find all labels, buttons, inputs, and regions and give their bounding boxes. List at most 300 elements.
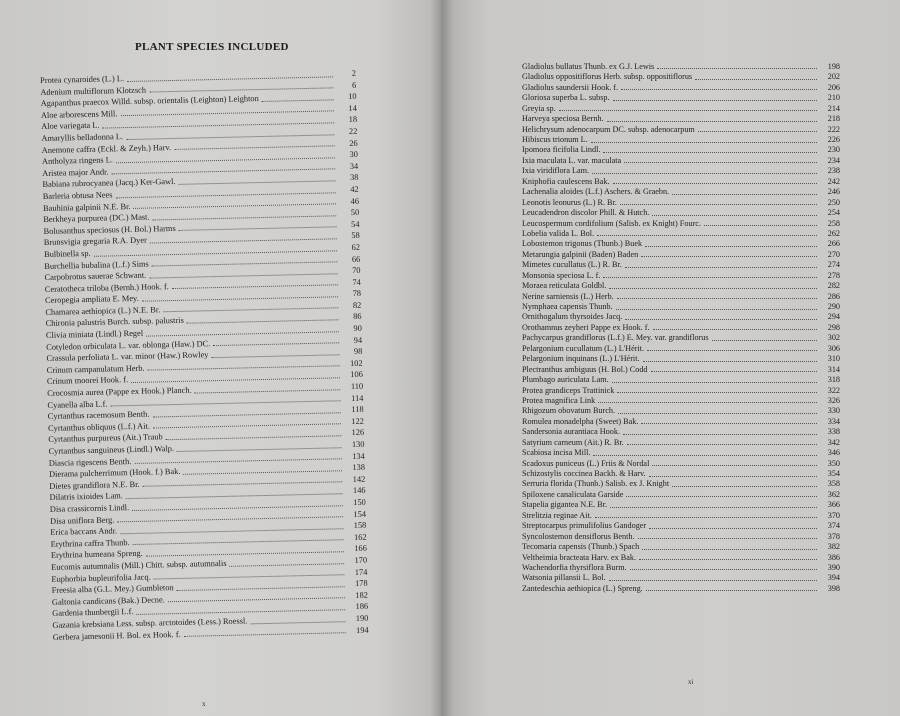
species-name: Sandersonia aurantiaca Hook. (522, 427, 620, 437)
species-name: Bauhinia galpinii N.E. Br. (42, 201, 131, 213)
species-entry (522, 302, 840, 312)
species-name: Cyrtanthus sanguineus (Lindl.) Walp. (48, 444, 175, 456)
species-name: Adenium multiflorum Klotzsch (40, 85, 147, 97)
species-name: Leucospermum cordifolium (Salisb. ex Knight) Fourc. (522, 218, 701, 228)
species-list-right (522, 62, 840, 594)
species-name: Plumbago auriculata Lam. (522, 375, 609, 385)
species-entry (522, 386, 840, 396)
dot-leader (230, 563, 345, 567)
species-name: Pachycarpus grandiflorus (L.f.) E. Mey. var. grandiflorus (522, 333, 709, 343)
species-name: Eucomis autumnalis (Mill.) Chitt. subsp. autumnalis (51, 558, 227, 572)
dot-leader (591, 142, 817, 143)
species-entry (522, 62, 840, 72)
species-name: Kniphofia caulescens Bak. (522, 176, 610, 186)
species-name: Zantedeschia aethiopica (L.) Spreng. (522, 583, 643, 593)
page-number: 202 (827, 72, 840, 82)
dot-leader (653, 329, 817, 330)
species-entry (522, 427, 840, 437)
page-number: 62 (351, 242, 361, 252)
page-number: 354 (827, 469, 840, 479)
page-number: 102 (349, 358, 363, 368)
species-name: Schizostylis coccinea Backh. & Harv. (522, 469, 646, 479)
species-name: Erica baccans Andr. (50, 526, 118, 538)
species-entry (522, 563, 840, 573)
page-number: 154 (353, 509, 367, 519)
page-number: 234 (827, 155, 840, 165)
page-number: 38 (349, 173, 359, 183)
species-entry (522, 260, 840, 270)
page-number: 138 (352, 462, 366, 473)
dot-leader (609, 288, 817, 289)
species-name: Dietes grandiflora N.E. Br. (49, 479, 140, 491)
page-number: 98 (353, 347, 363, 357)
dot-leader (617, 298, 817, 299)
page-number: 282 (827, 281, 840, 291)
page-number: 130 (351, 439, 365, 450)
page-number: 2 (351, 68, 357, 78)
page-number: 374 (827, 521, 840, 531)
page-number: 58 (351, 231, 360, 241)
dot-leader (698, 131, 817, 132)
page-number: 218 (827, 114, 840, 124)
species-name: Ipomoea ficifolia Lindl. (522, 145, 601, 155)
page-number: 50 (350, 207, 360, 218)
species-name: Agapanthus praecox Willd. subsp. orientalis (Leighton) Leighton (40, 94, 259, 109)
species-entry (522, 146, 840, 156)
species-name: Euphorbia bupleurifolia Jacq. (51, 572, 151, 584)
page-number-right: xi (688, 678, 694, 686)
species-name: Helichrysum adenocarpum DC. subsp. adenocarpum (522, 124, 695, 134)
species-entry (522, 135, 840, 145)
page-number: 110 (350, 381, 364, 392)
species-name: Erythrina humeana Spreng. (50, 549, 143, 561)
page-number: 14 (348, 103, 357, 113)
species-name: Romulea monadelpha (Sweet) Bak. (522, 416, 639, 426)
species-entry (522, 156, 840, 166)
page-number: 94 (353, 335, 363, 345)
species-name: Aristea major Andr. (42, 167, 109, 178)
species-entry (522, 208, 840, 218)
species-entry (522, 187, 840, 197)
species-name: Leucadendron discolor Phill. & Hutch. (522, 208, 650, 218)
dot-leader (638, 538, 817, 539)
species-entry (522, 354, 840, 364)
species-entry (522, 459, 840, 469)
page-number: 86 (353, 312, 362, 322)
species-name: Aloe arborescens Mill. (40, 109, 118, 120)
species-name: Cyrtanthus purpureus (Ait.) Traub (48, 432, 163, 445)
species-entry (522, 500, 840, 510)
dot-leader (627, 444, 817, 445)
species-entry (522, 344, 840, 354)
dot-leader (625, 319, 817, 320)
species-name: Protea cynaroides (L.) L. (40, 74, 125, 85)
dot-leader (607, 121, 817, 122)
species-name: Ixia maculata L. var. maculata (522, 155, 622, 165)
species-entry (522, 229, 840, 239)
species-name: Watsonia pillansii L. Bol. (522, 573, 606, 583)
species-name: Lobelia valida L. Bol. (522, 228, 595, 238)
species-entry (522, 417, 840, 427)
page-number: 178 (354, 578, 368, 589)
species-entry (522, 333, 840, 343)
species-name: Burchellia bubalina (L.f.) Sims (44, 259, 149, 271)
page-number: 246 (827, 187, 840, 197)
species-name: Rhigozum obovatum Burch. (522, 406, 616, 416)
species-name: Galtonia candicans (Bak.) Decne. (51, 595, 165, 607)
species-name: Orothamnus zeyheri Pappe ex Hook. f. (522, 322, 650, 332)
page-number: 166 (354, 544, 367, 554)
species-name: Dilatris ixioides Lam. (49, 491, 123, 503)
page-number: 30 (349, 149, 358, 160)
dot-leader (610, 507, 817, 508)
page-number: 290 (827, 302, 840, 312)
page-number: 222 (827, 124, 840, 134)
dot-leader (612, 382, 817, 383)
species-name: Tecomaria capensis (Thunb.) Spach (522, 542, 640, 552)
page-number: 190 (355, 613, 369, 623)
species-entry (522, 93, 840, 103)
page-number: 262 (827, 228, 840, 238)
species-entry (522, 104, 840, 114)
dot-leader (626, 496, 817, 497)
dot-leader (672, 194, 817, 195)
page-number: 338 (827, 427, 840, 437)
dot-leader (642, 549, 817, 550)
species-name: Crocosmia aurea (Pappe ex Hook.) Planch. (47, 385, 192, 398)
species-entry (522, 219, 840, 229)
species-name: Dierama pulcherrimum (Hook. f.) Bak. (48, 467, 181, 480)
species-name: Gladiolus oppositiflorus Herb. subsp. oppositiflorus (522, 72, 693, 82)
species-name: Veltheimia bracteata Harv. ex Bak. (522, 552, 637, 562)
species-entry (522, 281, 840, 291)
species-name: Pelargonium inquinans (L.) L'Hérit. (522, 354, 640, 364)
page-number: 18 (348, 115, 358, 125)
species-name: Freesia alba (G.L. Mey.) Gumbleton (51, 583, 174, 595)
species-name: Gazania krebsiana Less. subsp. arctotoides (Less.) Roessl. (52, 616, 248, 630)
dot-leader (262, 99, 334, 102)
page-number: 162 (353, 532, 367, 542)
dot-leader (593, 455, 817, 456)
dot-leader (651, 371, 817, 372)
species-name: Disa uniflora Berg. (50, 514, 115, 526)
page-number: 210 (827, 93, 840, 103)
page-number: 238 (827, 166, 840, 176)
species-entry (522, 250, 840, 260)
species-name: Brunsvigia gregaria R.A. Dyer (43, 235, 147, 248)
dot-leader (630, 569, 817, 570)
species-name: Carpobrotus sauerae Schwant. (44, 270, 147, 283)
dot-leader (643, 361, 817, 362)
dot-leader (647, 350, 817, 351)
species-name: Serruria florida (Thunb.) Salisb. ex J. Knight (522, 479, 670, 489)
dot-leader (657, 68, 817, 69)
page-number: 78 (352, 289, 362, 299)
species-name: Ceropegia ampliata E. Mey. (45, 294, 139, 306)
page-number: 66 (351, 254, 361, 264)
dot-leader (603, 152, 817, 153)
dot-leader (624, 162, 817, 163)
dot-leader (649, 476, 817, 477)
page-number: 150 (353, 497, 366, 507)
page-number: 314 (827, 364, 840, 374)
species-name: Berkheya purpurea (DC.) Mast. (43, 212, 150, 225)
page-number: 214 (827, 103, 840, 113)
dot-leader (618, 413, 817, 414)
species-entry (522, 511, 840, 521)
page-number: 386 (827, 552, 840, 562)
species-entry (522, 177, 840, 187)
page-number: 250 (827, 197, 840, 207)
dot-leader (616, 309, 817, 310)
species-entry (522, 125, 840, 135)
page-number: 294 (827, 312, 840, 322)
species-entry (522, 553, 840, 563)
page-number: 118 (351, 404, 364, 415)
species-entry (522, 323, 840, 333)
page-number: 6 (352, 80, 357, 90)
species-entry (522, 532, 840, 542)
page-number: 366 (827, 500, 840, 510)
page-number: 266 (827, 239, 840, 249)
species-name: Protea magnifica Link (522, 395, 596, 405)
page-number: 350 (827, 458, 840, 468)
page-number: 306 (827, 343, 840, 353)
dot-leader (184, 632, 346, 637)
page-number: 70 (352, 265, 361, 276)
page-number: 254 (827, 208, 840, 218)
page-number: 362 (827, 489, 840, 499)
species-name: Chironia palustris Burch. subsp. palustris (45, 316, 184, 329)
dot-leader (620, 204, 817, 205)
dot-leader (609, 580, 817, 581)
species-name: Chamarea aethiopica (L.) N.E. Br. (45, 305, 161, 317)
dot-leader (695, 79, 817, 80)
species-name: Erythrina caffra Thunb. (50, 537, 130, 549)
species-name: Strelitzia reginae Ait. (522, 510, 592, 520)
dot-leader (613, 100, 817, 101)
species-entry (522, 198, 840, 208)
species-list-left (40, 68, 369, 643)
species-name: Ceratotheca triloba (Bernh.) Hook. f. (44, 281, 169, 294)
page-heading: PLANT SPECIES INCLUDED (135, 41, 289, 53)
species-entry (522, 542, 840, 552)
species-entry (522, 480, 840, 490)
species-name: Gladiolus saundersii Hook. f. (522, 82, 619, 92)
species-name: Cyrtanthus obliquus (L.f.) Ait. (47, 421, 150, 433)
dot-leader (712, 340, 817, 341)
species-name: Bulbinella sp. (43, 248, 91, 259)
page-number: 394 (827, 573, 840, 583)
page-number: 326 (827, 395, 840, 405)
species-entry (522, 114, 840, 124)
dot-leader (598, 402, 817, 403)
species-name: Harveya speciosa Bernh. (522, 114, 604, 124)
page-number: 42 (350, 184, 359, 194)
species-name: Nerine sarniensis (L.) Herb. (522, 291, 614, 301)
species-entry (522, 166, 840, 176)
page-number: 258 (827, 218, 840, 228)
dot-leader (704, 225, 817, 226)
left-page (0, 0, 441, 716)
page-number: 158 (353, 520, 367, 531)
page-number: 318 (827, 375, 840, 385)
page-number: 378 (827, 531, 840, 541)
dot-leader (646, 590, 817, 591)
species-name: Nymphaea capensis Thunb. (522, 302, 613, 312)
species-name: Metarungia galpinii (Baden) Baden (522, 249, 639, 259)
species-name: Clivia miniata (Lindl.) Regel (45, 328, 144, 340)
species-name: Streptocarpus primulifolius Gandoger (522, 521, 647, 531)
page-number: 302 (827, 333, 840, 343)
species-name: Crinum campanulatum Herb. (46, 363, 145, 375)
page-number: 198 (827, 61, 840, 71)
species-name: Lachenalia aloides (L.f.) Aschers. & Graebn. (522, 187, 670, 197)
dot-leader (621, 89, 817, 90)
dot-leader (211, 354, 339, 358)
species-name: Greyia sp. (522, 103, 556, 113)
species-entry (522, 448, 840, 458)
page-number: 34 (349, 161, 359, 171)
species-name: Cyanella alba L.f. (47, 399, 108, 410)
page-number: 310 (827, 354, 840, 364)
species-name: Lobostemon trigonus (Thunb.) Buek (522, 239, 643, 249)
page-number: 274 (827, 260, 840, 270)
species-name: Disa crassicornis Lindl. (49, 503, 130, 514)
page-number: 334 (827, 416, 840, 426)
species-name: Scadoxus puniceus (L.) Friis & Nordal (522, 458, 650, 468)
dot-leader (559, 110, 817, 111)
page-number: 114 (351, 393, 364, 403)
species-entry (522, 396, 840, 406)
species-name: Wachendorfia thyrsiflora Burm. (522, 562, 627, 572)
species-name: Syncolostemon densiflorus Benth. (522, 531, 635, 541)
species-name: Moraea reticulata Goldbl. (522, 281, 607, 291)
page-number: 170 (354, 555, 368, 565)
page-number: 26 (349, 138, 358, 148)
dot-leader (595, 517, 817, 518)
species-entry (522, 72, 840, 82)
species-entry (522, 469, 840, 479)
species-name: Crinum moorei Hook. f. (46, 375, 129, 387)
page-number: 174 (354, 567, 368, 577)
dot-leader (645, 246, 817, 247)
species-name: Stapelia gigantea N.E. Br. (522, 500, 608, 510)
page-number: 330 (827, 406, 840, 416)
dot-leader (672, 486, 817, 487)
dot-leader (250, 621, 345, 624)
page-number: 90 (353, 323, 362, 334)
page-number: 230 (827, 145, 840, 155)
species-name: Gerbera jamesonii H. Bol. ex Hook. f. (52, 629, 181, 642)
page-number-left: x (202, 700, 206, 708)
page-number: 106 (350, 370, 363, 380)
dot-leader (617, 392, 817, 393)
species-name: Babiana rubrocyanea (Jacq.) Ker-Gawl. (42, 177, 176, 190)
species-entry (522, 584, 840, 594)
species-name: Barleria obtusa Nees (42, 190, 113, 201)
page-number: 22 (348, 126, 358, 136)
species-entry (522, 239, 840, 249)
dot-leader (603, 277, 817, 278)
species-name: Gardenia thunbergii L.f. (52, 607, 134, 619)
species-name: Anemone caffra (Eckl. & Zeyh.) Harv. (41, 142, 172, 155)
species-name: Pelargonium cucullatum (L.) L'Hérit. (522, 343, 645, 353)
species-name: Spiloxene canaliculata Garside (522, 489, 624, 499)
page-number: 298 (827, 322, 840, 332)
dot-leader (652, 465, 817, 466)
page-number: 286 (827, 291, 840, 301)
species-name: Hibiscus trionum L. (522, 135, 588, 145)
species-name: Gloriosa superba L. subsp. (522, 93, 610, 103)
species-entry (522, 521, 840, 531)
species-name: Aloe variegata L. (41, 121, 100, 132)
species-name: Cotyledon orbiculata L. var. oblonga (Haw.) DC. (46, 338, 211, 352)
page-number: 342 (827, 437, 840, 447)
species-name: Gladiolus bullatus Thunb. ex G.J. Lewis (522, 61, 655, 71)
species-entry (522, 83, 840, 93)
page-number: 322 (827, 385, 840, 395)
page-number: 10 (348, 92, 357, 102)
dot-leader (641, 423, 817, 424)
species-name: Monsonia speciosa L. f. (522, 270, 601, 280)
dot-leader (597, 235, 817, 236)
page-number: 74 (352, 277, 361, 287)
page-number: 370 (827, 510, 840, 520)
page-number: 358 (827, 479, 840, 489)
dot-leader (641, 256, 817, 257)
page-number: 142 (352, 474, 366, 484)
species-name: Scabiosa incisa Mill. (522, 448, 591, 458)
species-entry (522, 438, 840, 448)
page-number: 382 (827, 542, 840, 552)
page-number: 346 (827, 448, 840, 458)
dot-leader (649, 528, 817, 529)
dot-leader (639, 559, 817, 560)
dot-leader (625, 267, 817, 268)
page-number: 54 (350, 219, 360, 229)
species-name: Protea grandiceps Trattinick (522, 385, 615, 395)
species-name: Leonotis leonurus (L.) R. Br. (522, 197, 617, 207)
dot-leader (592, 173, 817, 174)
dot-leader (213, 343, 339, 347)
page-number: 226 (827, 135, 840, 145)
species-entry (522, 313, 840, 323)
page-number: 270 (827, 249, 840, 259)
page-number: 398 (827, 583, 840, 593)
species-name: Bolusanthus speciosus (H. Bol.) Harms (43, 223, 176, 236)
species-name: Mimetes cucullatus (L.) R. Br. (522, 260, 622, 270)
species-name: Crassula perfoliata L. var. minor (Haw.) Rowley (46, 350, 209, 364)
species-name: Ixia viridiflora Lam. (522, 166, 590, 176)
dot-leader (613, 183, 817, 184)
page-number: 182 (355, 590, 368, 600)
species-entry (522, 271, 840, 281)
species-entry (522, 490, 840, 500)
page-number: 134 (352, 451, 365, 461)
species-name: Amaryllis belladonna L. (41, 132, 124, 143)
dot-leader (623, 434, 817, 435)
species-entry (522, 292, 840, 302)
species-entry (522, 406, 840, 416)
species-entry (522, 573, 840, 583)
species-entry (522, 365, 840, 375)
species-name: Cyrtanthus racemosum Benth. (47, 409, 150, 422)
page-number: 46 (350, 196, 360, 206)
page-number: 278 (827, 270, 840, 280)
page-number: 206 (827, 82, 840, 92)
species-name: Ornithogalum thyrsoides Jacq. (522, 312, 623, 322)
